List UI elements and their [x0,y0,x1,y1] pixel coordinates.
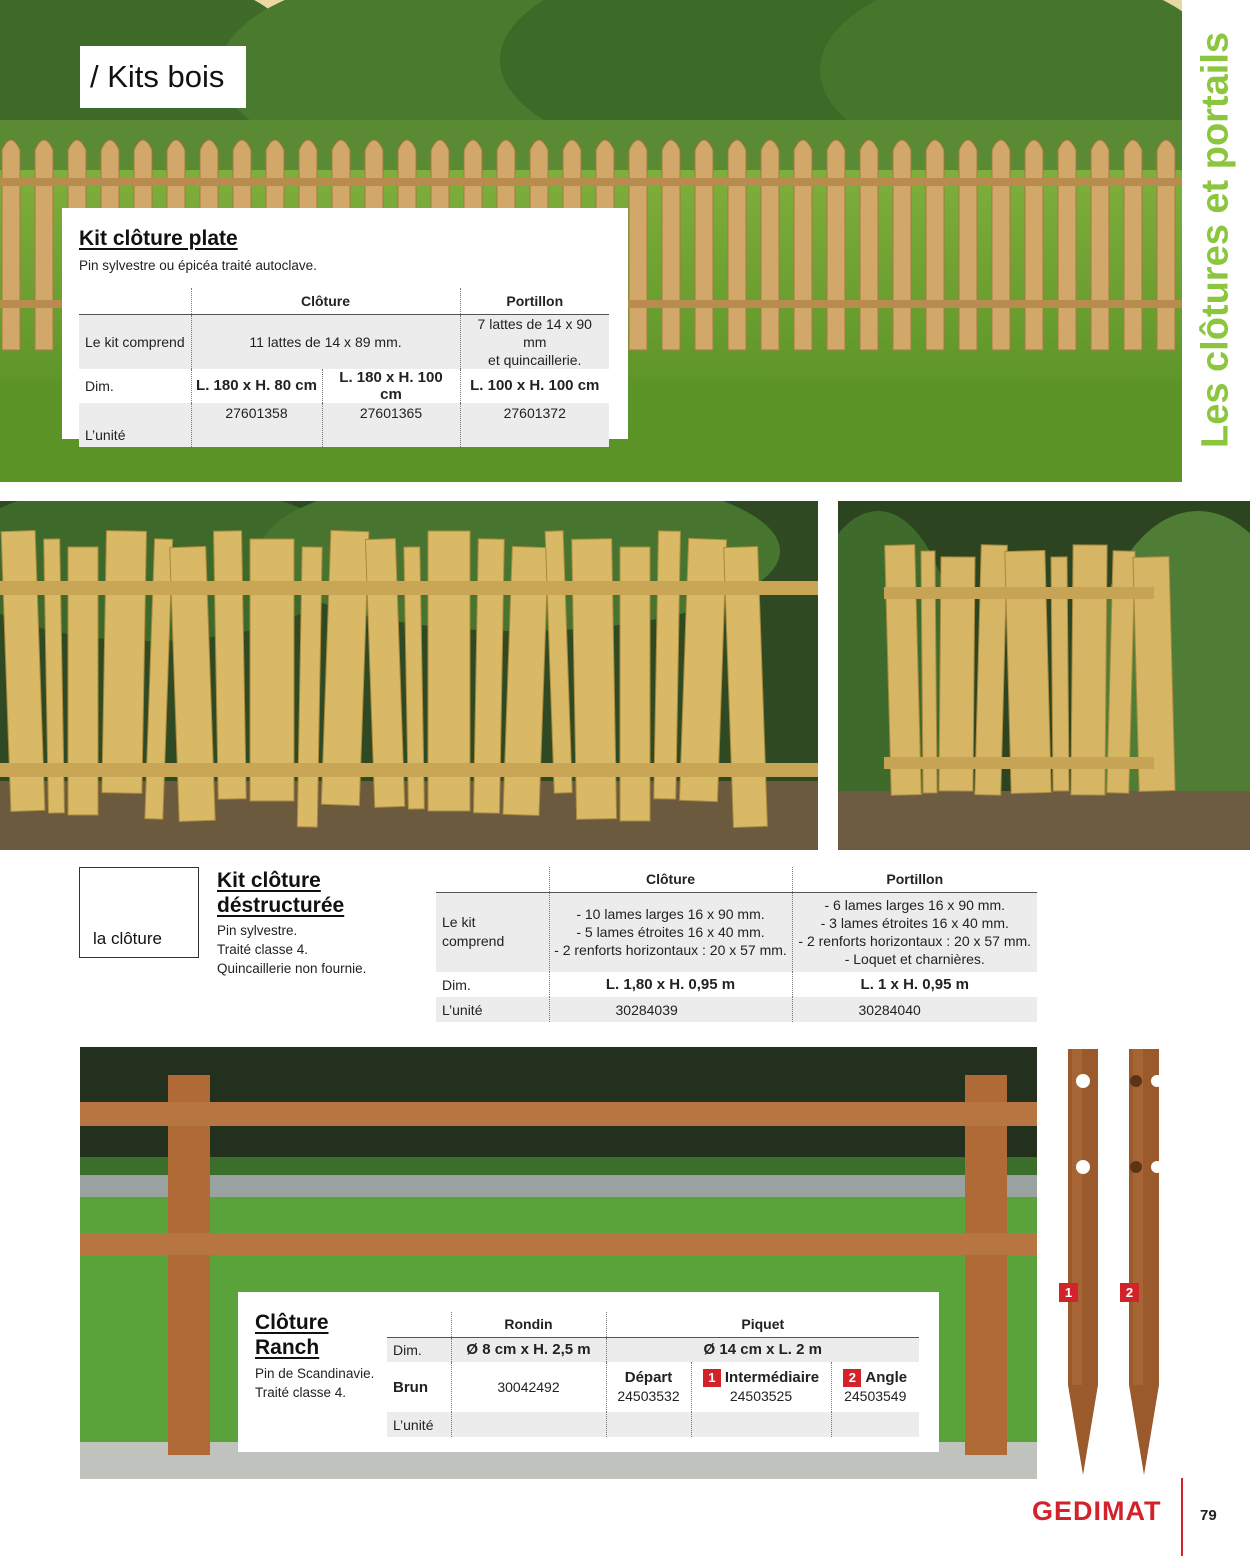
kit-destructuree-desc-line1: Pin sylvestre. [217,923,298,938]
kit-plate-dim-3: L. 100 x H. 100 cm [460,369,609,403]
kit-plate-col-cloture: Clôture [191,288,460,314]
kit-plate-ref-2: 27601365 [322,403,460,447]
kit-destructuree-kit-cloture-1: - 10 lames larges 16 x 90 mm. [576,906,765,923]
post-badge-2: 2 [1120,1283,1139,1302]
kit-destructuree-ref-portillon: 30284040 [792,997,1037,1022]
ranch-desc-line2: Traité classe 4. [255,1385,347,1400]
kit-plate-title: Kit clôture plate [79,227,238,250]
ranch-ref-rondin: 30042492 [451,1362,606,1412]
section-title: / Kits bois [80,46,246,108]
kit-destructuree-col-portillon: Portillon [792,867,1037,892]
kit-destructuree-title [217,868,344,918]
kit-destructuree-desc-line3: Quincaillerie non fournie. [217,961,367,976]
kit-plate-dim-2: L. 180 x H. 100 cm [322,369,460,403]
kit-destructuree-spec-table [436,867,1037,1022]
photo-deconstructed-fence [0,501,818,850]
page-number: 79 [1200,1507,1217,1524]
kit-destructuree-title-line1: Kit clôture [217,869,321,892]
kit-destructuree-col-cloture: Clôture [549,867,792,892]
kit-destructuree-kit-portillon-1: - 6 lames larges 16 x 90 mm. [824,897,1005,914]
post-badge-1: 1 [1059,1283,1078,1302]
kit-destructuree-kit-portillon-4: - Loquet et charnières. [844,951,985,968]
ranch-desc-line1: Pin de Scandinavie. [255,1366,375,1381]
kit-destructuree-title-line2: déstructurée [217,894,345,917]
kit-destructuree-dim-portillon: L. 1 x H. 0,95 m [792,972,1037,997]
vertical-section-title: Les clôtures et portails [1194,31,1237,449]
ranch-angle-ref: 24503549 [844,1388,907,1404]
kit-plate-ref-3: 27601372 [460,403,609,447]
ranch-inter-badge: 1 [703,1369,721,1387]
kit-plate-row-kit-label: Le kit comprend [79,314,191,369]
ranch-col-piquet: Piquet [606,1312,919,1337]
kit-plate-row-unit-label: L’unité [85,426,126,443]
ranch-card [238,1292,939,1452]
ranch-dim-piquet: Ø 14 cm x L. 2 m [606,1337,919,1362]
post-illustration-intermediate [1060,1045,1106,1477]
kit-destructuree-row-unit-label: L’unité [442,1001,483,1018]
color-swatch [79,867,199,958]
kit-destructuree-kit-cloture-2: - 5 lames étroites 16 x 40 mm. [576,924,765,941]
kit-destructuree-dim-cloture: L. 1,80 x H. 0,95 m [549,972,792,997]
kit-plate-description: Pin sylvestre ou épicéa traité autoclave. [79,258,317,273]
ranch-title-line2: Ranch [255,1336,320,1359]
ranch-col-rondin: Rondin [451,1312,606,1337]
kit-destructuree-desc-line2: Traité classe 4. [217,942,309,957]
footer-separator [1181,1478,1183,1556]
kit-plate-kit-cloture: 11 lattes de 14 x 89 mm. [191,314,460,369]
kit-plate-kit-portillon-line2: et quincaillerie. [488,351,582,368]
post-illustration-angle [1121,1045,1167,1477]
brand-logo: GEDIMAT [1032,1496,1162,1526]
kit-plate-kit-portillon-line1: 7 lattes de 14 x 90 mm [477,315,592,350]
kit-destructuree-kit-portillon-3: - 2 renforts horizontaux : 20 x 57 mm. [798,933,1032,950]
kit-plate-card [62,208,628,443]
kit-plate-ref-1: 27601358 [191,403,322,447]
ranch-spec-table [387,1312,919,1437]
ranch-depart-label: Départ [624,1369,673,1386]
ranch-angle-label: Angle [865,1369,908,1386]
kit-plate-dim-1: L. 180 x H. 80 cm [191,369,322,403]
swatch-label: la clôture [93,929,162,948]
ranch-title [255,1310,329,1360]
kit-destructuree-row-kit-label-line2: comprend [442,933,505,950]
kit-plate-col-portillon: Portillon [460,288,609,314]
photo-deconstructed-gate [838,501,1250,850]
kit-destructuree-row-dim-label: Dim. [442,976,471,993]
ranch-row-color-label: Brun [393,1378,428,1396]
ranch-inter-label: Intermédiaire [724,1369,820,1386]
kit-destructuree-row-kit-label-line1: Le kit [442,914,476,931]
kit-plate-row-dim-label: Dim. [85,377,114,394]
ranch-dim-rondin: Ø 8 cm x H. 2,5 m [451,1337,606,1362]
kit-plate-spec-table [79,288,609,447]
ranch-angle-badge: 2 [843,1369,861,1387]
kit-destructuree-kit-portillon-2: - 3 lames étroites 16 x 40 mm. [820,915,1009,932]
ranch-description [255,1364,374,1402]
ranch-title-line1: Clôture [255,1311,329,1334]
kit-destructuree-ref-cloture: 30284039 [549,997,792,1022]
ranch-depart-ref: 24503532 [617,1388,680,1404]
ranch-row-dim-label: Dim. [387,1337,451,1362]
kit-destructuree-kit-cloture-3: - 2 renforts horizontaux : 20 x 57 mm. [554,942,787,959]
ranch-inter-ref: 24503525 [729,1388,793,1404]
ranch-row-unit-label: L’unité [393,1416,434,1433]
kit-destructuree-description [217,921,366,978]
